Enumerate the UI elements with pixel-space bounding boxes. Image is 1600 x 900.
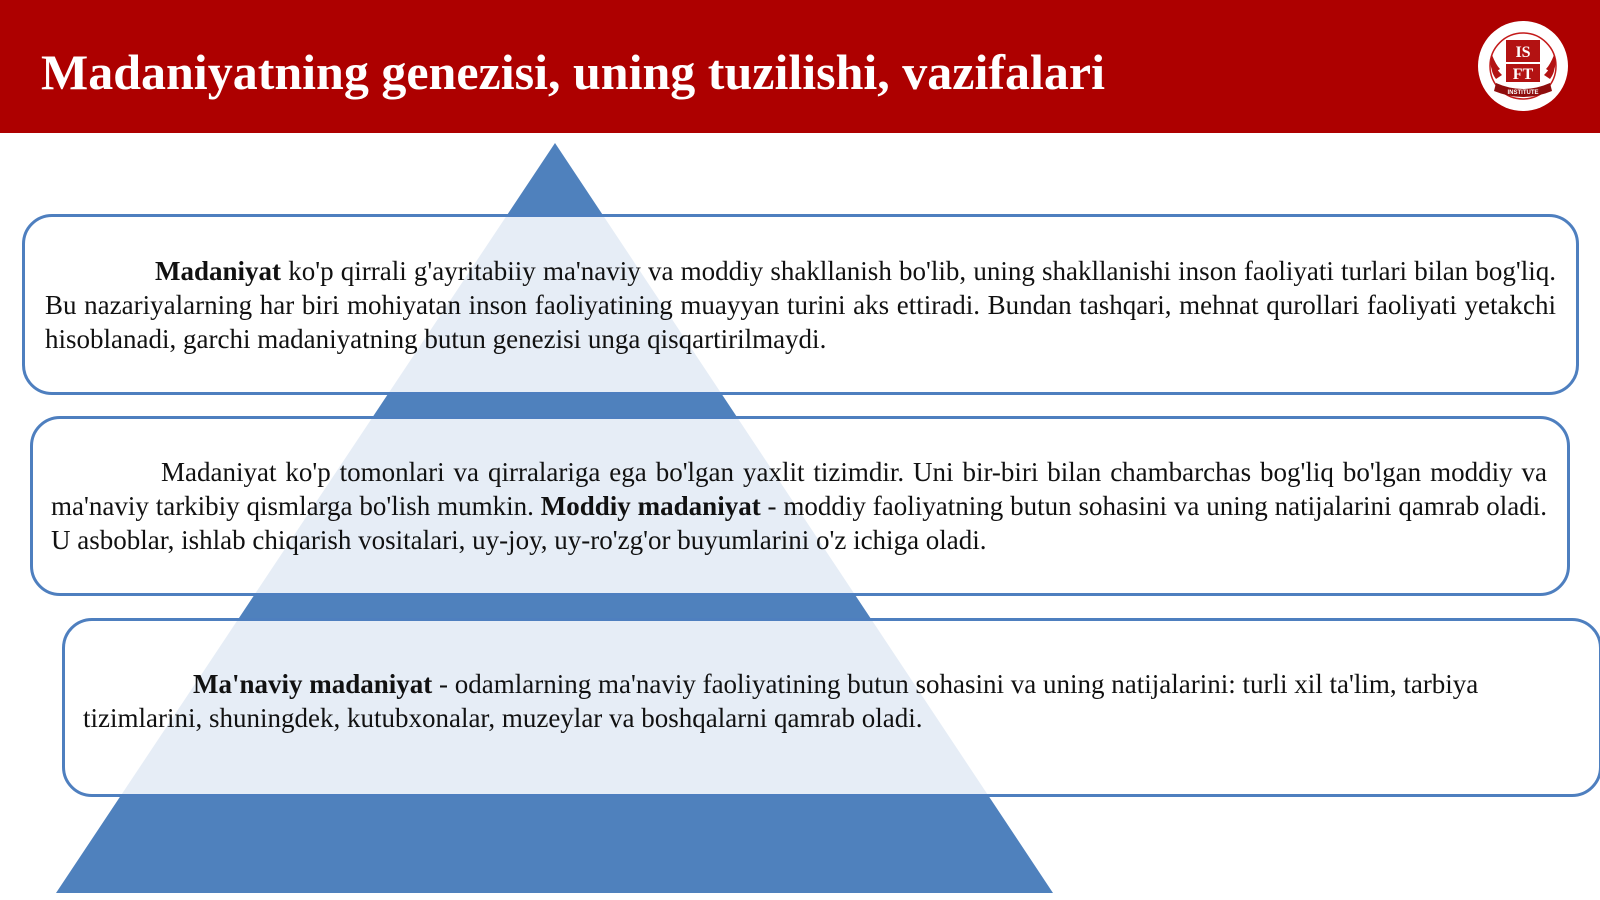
card-manaviy-madaniyat <box>62 618 1600 797</box>
card-2-text <box>51 455 1547 557</box>
card-3-bold-lead: Ma'naviy madaniyat <box>193 668 433 699</box>
card-2-body: - moddiy faoliyatning butun sohasini va uning natijalarini qamrab oladi. U asboblar, ishlab chiqarish vositalari, uy-joy, uy-ro'zg'or buyumlarini o'z ichiga oladi. <box>51 491 1547 555</box>
card-moddiy-madaniyat <box>30 416 1570 596</box>
logo-text-top: IS <box>1515 44 1531 61</box>
card-3-body: - odamlarning ma'naviy faoliyatining butun sohasini va uning natijalarini: turli xil ta'lim, tarbiya tizimlarini, shuningdek, kutubxonalar, muzeylar va boshqalarni qamrab oladi. <box>83 668 1479 733</box>
card-1-text <box>45 254 1556 356</box>
card-3-text <box>83 667 1581 735</box>
logo-text-bottom: FT <box>1512 66 1534 83</box>
card-2-bold-term: Moddiy madaniyat <box>540 491 761 521</box>
slide-title: Madaniyatning genezisi, uning tuzilishi, vazifalari <box>41 44 1105 100</box>
card-2-intro: Madaniyat ko'p tomonlari va qirralariga ega bo'lgan yaxlit tizimdir. Uni bir-biri bilan chambarchas bog'liq bo'lgan moddiy va ma'naviy tarkibiy qismlarga bo'lish mumkin. <box>51 457 1547 521</box>
card-1-body: ko'p qirrali g'ayritabiiy ma'naviy va moddiy shakllanish bo'lib, uning shakllanishi inson faoliyati turlari bilan bog'liq. Bu nazariyalarning har biri mohiyatan inson faoliyatining muayyan turini aks ettiradi. Bundan tashqari, mehnat qurollari faoliyati yetakchi hisoblanadi, garchi madaniyatning butun genezisi unga qisqartirilmaydi. <box>45 255 1556 354</box>
card-1-bold-lead: Madaniyat <box>155 255 282 286</box>
card-madaniyat <box>22 214 1579 395</box>
logo-ribbon-text: INSTITUTE <box>1507 90 1539 96</box>
